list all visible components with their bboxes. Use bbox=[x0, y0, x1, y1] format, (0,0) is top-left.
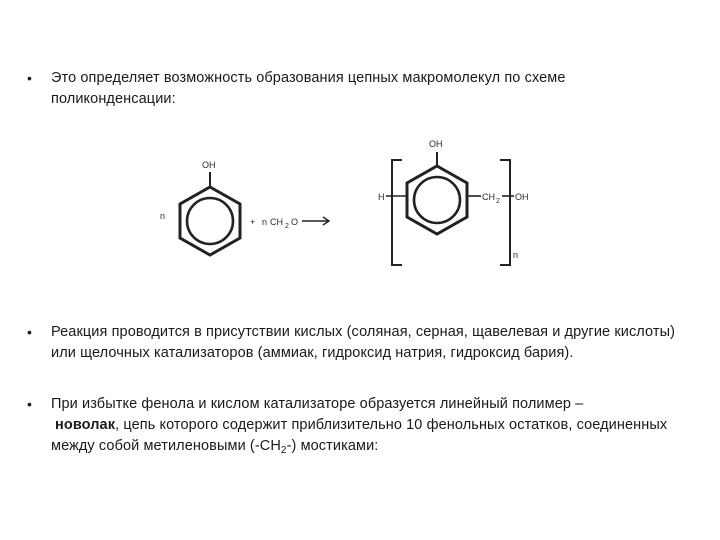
bullet-marker: • bbox=[27, 70, 32, 86]
polymer-benzene-ring-circle bbox=[414, 177, 460, 223]
phenol-structure bbox=[160, 160, 240, 255]
plus-sign: + bbox=[250, 217, 256, 227]
bullet-marker: • bbox=[27, 396, 32, 412]
reagent-coefficient-n: n bbox=[262, 217, 268, 227]
reagent-ch: CH bbox=[270, 217, 283, 227]
methylene-subscript: 2 bbox=[496, 198, 500, 205]
end-group-h: H bbox=[378, 192, 385, 202]
reagent-o: O bbox=[291, 217, 299, 227]
bullet-3-intro: При избытке фенола и кислом катализаторе образуется линейный полимер – bbox=[51, 396, 584, 412]
ch2-subscript: 2 bbox=[280, 445, 287, 456]
bullet-marker: • bbox=[27, 324, 32, 340]
novolac-repeat-unit bbox=[378, 139, 529, 265]
hydroxyl-label: OH bbox=[202, 160, 216, 170]
bullet-text-1: Это определяет возможность образования цепных макромолекул по схеме поликонденсации: bbox=[51, 70, 566, 107]
left-bracket bbox=[392, 160, 402, 265]
novolac-term: новолак bbox=[55, 417, 116, 433]
right-bracket bbox=[500, 160, 510, 265]
coefficient-n-left: n bbox=[160, 211, 166, 221]
methylene-ch: CH bbox=[482, 192, 495, 202]
benzene-ring-circle bbox=[187, 198, 233, 244]
bullet-3-end: -) мостиками: bbox=[286, 438, 379, 454]
end-group-oh: OH bbox=[515, 192, 529, 202]
bullet-text-2: Реакция проводится в присутствии кислых (соляная, серная, щавелевая и другие кислоты) или щелочных катализаторов (аммиак, гидроксид натрия, гидроксид бария). bbox=[51, 324, 676, 361]
bullet-text-3 bbox=[51, 394, 686, 457]
reagent-formaldehyde bbox=[250, 217, 329, 230]
bullet-3-middle: , цепь которого содержит приблизительно 10 фенольных остатков, соединенных между собой метиленовыми (-CH bbox=[51, 417, 668, 454]
reagent-subscript: 2 bbox=[285, 223, 289, 230]
degree-of-polymerization-n: n bbox=[513, 250, 519, 260]
polymer-hydroxyl-label: OH bbox=[429, 139, 443, 149]
